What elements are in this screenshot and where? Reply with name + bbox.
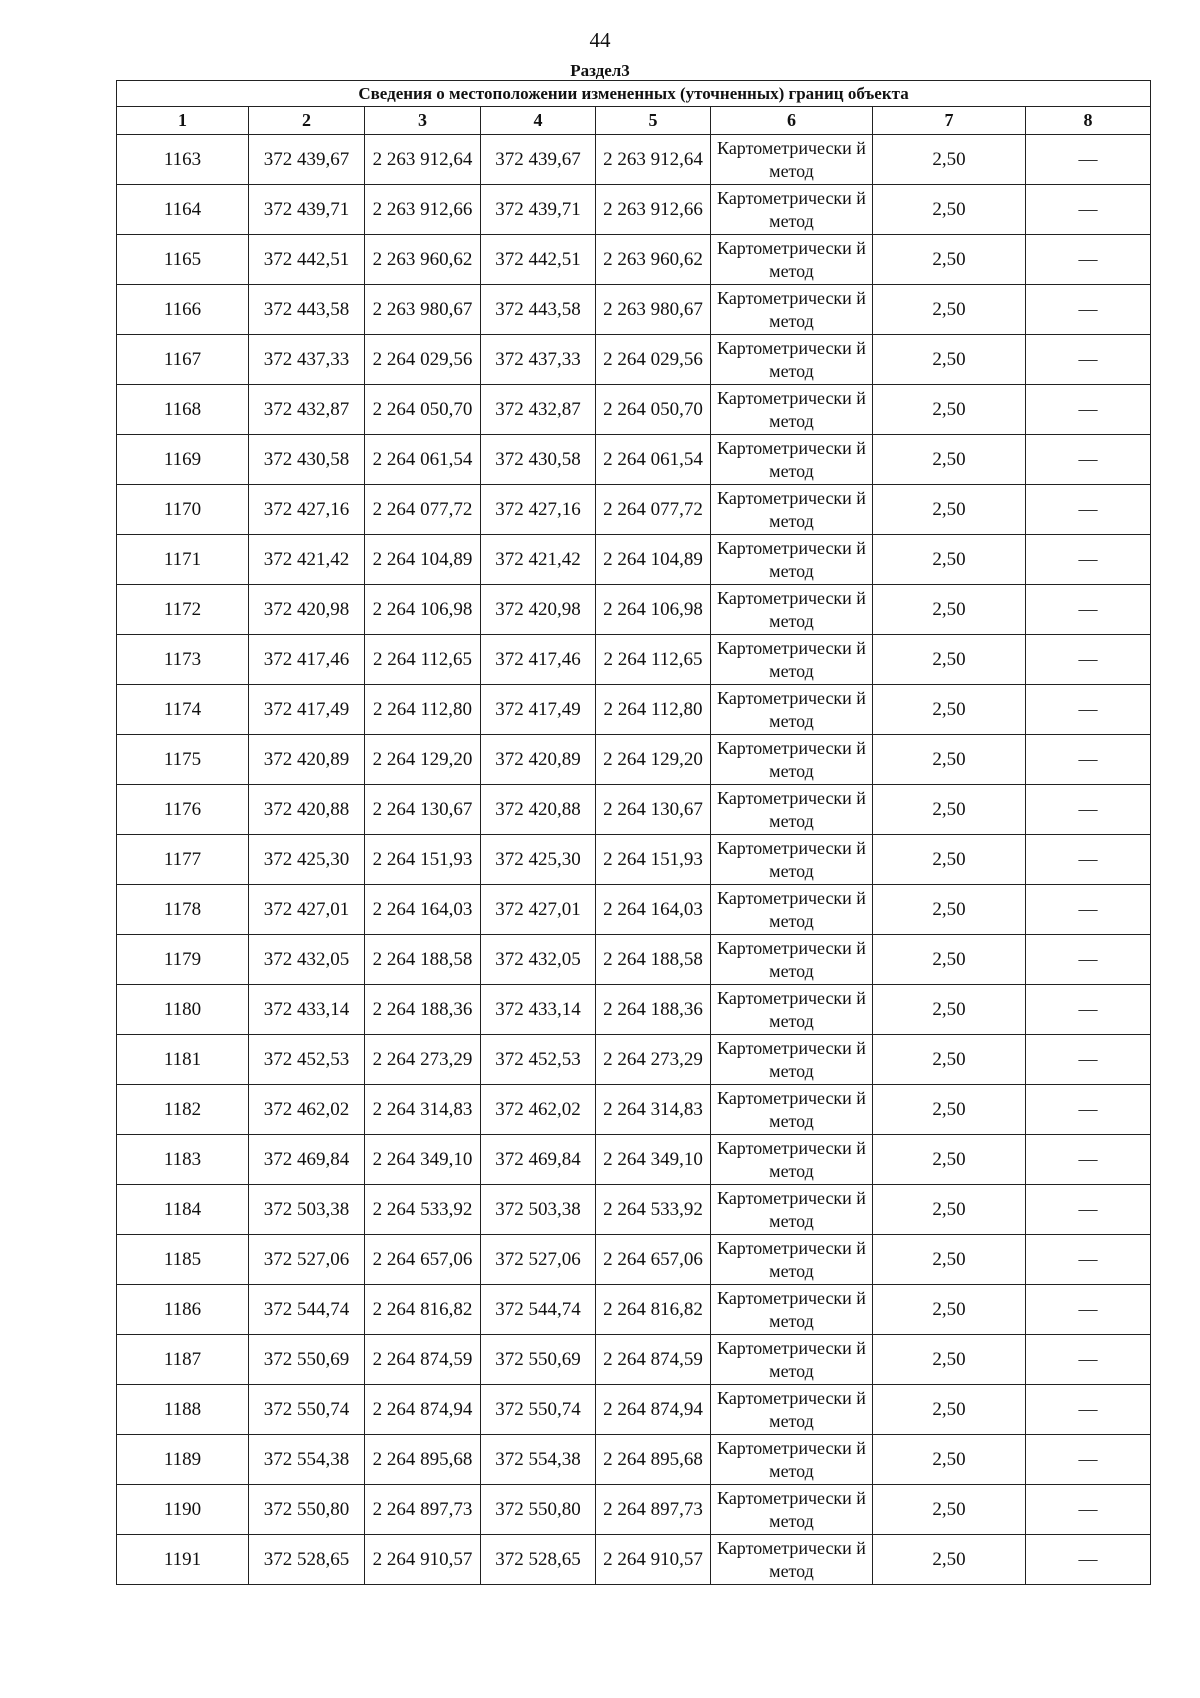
x-old-cell: 372 427,16 [249, 485, 365, 535]
method-cell: Картометрически й метод [711, 985, 873, 1035]
x-new-cell: 372 432,87 [481, 385, 596, 435]
x-new-cell: 372 452,53 [481, 1035, 596, 1085]
table-title-row [117, 81, 1151, 107]
description-cell: — [1026, 1185, 1151, 1235]
accuracy-cell: 2,50 [873, 1435, 1026, 1485]
table-row [117, 1235, 1151, 1285]
x-new-cell: 372 503,38 [481, 1185, 596, 1235]
description-cell: — [1026, 1235, 1151, 1285]
x-old-cell: 372 528,65 [249, 1535, 365, 1585]
x-new-cell: 372 437,33 [481, 335, 596, 385]
table-row [117, 1435, 1151, 1485]
y-new-cell: 2 264 188,36 [596, 985, 711, 1035]
x-old-cell: 372 432,05 [249, 935, 365, 985]
y-old-cell: 2 264 657,06 [365, 1235, 481, 1285]
x-new-cell: 372 442,51 [481, 235, 596, 285]
method-cell: Картометрически й метод [711, 1385, 873, 1435]
table-row [117, 1085, 1151, 1135]
y-old-cell: 2 264 897,73 [365, 1485, 481, 1535]
point-number-cell: 1173 [117, 635, 249, 685]
point-number-cell: 1172 [117, 585, 249, 635]
column-header: 3 [365, 107, 481, 135]
x-old-cell: 372 550,74 [249, 1385, 365, 1435]
accuracy-cell: 2,50 [873, 285, 1026, 335]
method-cell: Картометрически й метод [711, 1435, 873, 1485]
x-new-cell: 372 432,05 [481, 935, 596, 985]
x-old-cell: 372 439,67 [249, 135, 365, 185]
y-old-cell: 2 263 960,62 [365, 235, 481, 285]
description-cell: — [1026, 1535, 1151, 1585]
accuracy-cell: 2,50 [873, 635, 1026, 685]
method-cell: Картометрически й метод [711, 585, 873, 635]
y-new-cell: 2 264 106,98 [596, 585, 711, 635]
x-old-cell: 372 417,49 [249, 685, 365, 735]
x-new-cell: 372 554,38 [481, 1435, 596, 1485]
y-old-cell: 2 264 349,10 [365, 1135, 481, 1185]
x-new-cell: 372 528,65 [481, 1535, 596, 1585]
y-new-cell: 2 264 874,94 [596, 1385, 711, 1435]
method-cell: Картометрически й метод [711, 1535, 873, 1585]
y-old-cell: 2 264 164,03 [365, 885, 481, 935]
point-number-cell: 1175 [117, 735, 249, 785]
x-old-cell: 372 462,02 [249, 1085, 365, 1135]
description-cell: — [1026, 1385, 1151, 1435]
description-cell: — [1026, 1435, 1151, 1485]
accuracy-cell: 2,50 [873, 785, 1026, 835]
coordinates-table [116, 80, 1151, 1585]
y-old-cell: 2 263 912,66 [365, 185, 481, 235]
x-new-cell: 372 417,49 [481, 685, 596, 735]
point-number-cell: 1164 [117, 185, 249, 235]
x-old-cell: 372 427,01 [249, 885, 365, 935]
column-number-row [117, 107, 1151, 135]
x-old-cell: 372 430,58 [249, 435, 365, 485]
x-old-cell: 372 469,84 [249, 1135, 365, 1185]
x-old-cell: 372 420,98 [249, 585, 365, 635]
description-cell: — [1026, 485, 1151, 535]
point-number-cell: 1181 [117, 1035, 249, 1085]
x-old-cell: 372 554,38 [249, 1435, 365, 1485]
accuracy-cell: 2,50 [873, 535, 1026, 585]
y-new-cell: 2 264 050,70 [596, 385, 711, 435]
point-number-cell: 1179 [117, 935, 249, 985]
accuracy-cell: 2,50 [873, 835, 1026, 885]
point-number-cell: 1169 [117, 435, 249, 485]
x-old-cell: 372 442,51 [249, 235, 365, 285]
method-cell: Картометрически й метод [711, 385, 873, 435]
accuracy-cell: 2,50 [873, 435, 1026, 485]
x-old-cell: 372 443,58 [249, 285, 365, 335]
point-number-cell: 1183 [117, 1135, 249, 1185]
table-row [117, 835, 1151, 885]
x-new-cell: 372 439,71 [481, 185, 596, 235]
table-row [117, 635, 1151, 685]
method-cell: Картометрически й метод [711, 285, 873, 335]
table-row [117, 435, 1151, 485]
table-body [117, 135, 1151, 1585]
description-cell: — [1026, 585, 1151, 635]
y-old-cell: 2 264 104,89 [365, 535, 481, 585]
point-number-cell: 1170 [117, 485, 249, 535]
accuracy-cell: 2,50 [873, 1285, 1026, 1335]
x-old-cell: 372 544,74 [249, 1285, 365, 1335]
accuracy-cell: 2,50 [873, 1085, 1026, 1135]
y-new-cell: 2 263 912,66 [596, 185, 711, 235]
accuracy-cell: 2,50 [873, 1035, 1026, 1085]
table-row [117, 1135, 1151, 1185]
accuracy-cell: 2,50 [873, 1185, 1026, 1235]
x-old-cell: 372 420,89 [249, 735, 365, 785]
column-header: 2 [249, 107, 365, 135]
description-cell: — [1026, 735, 1151, 785]
y-old-cell: 2 263 980,67 [365, 285, 481, 335]
accuracy-cell: 2,50 [873, 1385, 1026, 1435]
x-old-cell: 372 421,42 [249, 535, 365, 585]
y-old-cell: 2 264 874,59 [365, 1335, 481, 1385]
y-new-cell: 2 264 816,82 [596, 1285, 711, 1335]
y-old-cell: 2 264 188,58 [365, 935, 481, 985]
accuracy-cell: 2,50 [873, 135, 1026, 185]
page-number: 44 [589, 28, 611, 52]
table-row [117, 735, 1151, 785]
y-new-cell: 2 264 029,56 [596, 335, 711, 385]
x-new-cell: 372 430,58 [481, 435, 596, 485]
method-cell: Картометрически й метод [711, 335, 873, 385]
point-number-cell: 1163 [117, 135, 249, 185]
description-cell: — [1026, 1485, 1151, 1535]
point-number-cell: 1191 [117, 1535, 249, 1585]
x-new-cell: 372 443,58 [481, 285, 596, 335]
table-row [117, 1185, 1151, 1235]
table-row [117, 1385, 1151, 1435]
x-old-cell: 372 420,88 [249, 785, 365, 835]
description-cell: — [1026, 885, 1151, 935]
method-cell: Картометрически й метод [711, 1185, 873, 1235]
y-old-cell: 2 264 151,93 [365, 835, 481, 885]
table-row [117, 235, 1151, 285]
description-cell: — [1026, 385, 1151, 435]
method-cell: Картометрически й метод [711, 1235, 873, 1285]
point-number-cell: 1167 [117, 335, 249, 385]
x-new-cell: 372 433,14 [481, 985, 596, 1035]
x-new-cell: 372 425,30 [481, 835, 596, 885]
column-header: 5 [596, 107, 711, 135]
y-new-cell: 2 264 164,03 [596, 885, 711, 935]
x-new-cell: 372 439,67 [481, 135, 596, 185]
table-row [117, 785, 1151, 835]
y-old-cell: 2 264 050,70 [365, 385, 481, 435]
column-header: 7 [873, 107, 1026, 135]
description-cell: — [1026, 285, 1151, 335]
table-row [117, 685, 1151, 735]
y-old-cell: 2 264 816,82 [365, 1285, 481, 1335]
point-number-cell: 1184 [117, 1185, 249, 1235]
method-cell: Картометрически й метод [711, 735, 873, 785]
table-row [117, 1285, 1151, 1335]
method-cell: Картометрически й метод [711, 835, 873, 885]
point-number-cell: 1186 [117, 1285, 249, 1335]
method-cell: Картометрически й метод [711, 535, 873, 585]
accuracy-cell: 2,50 [873, 235, 1026, 285]
accuracy-cell: 2,50 [873, 685, 1026, 735]
table-row [117, 1335, 1151, 1385]
accuracy-cell: 2,50 [873, 185, 1026, 235]
accuracy-cell: 2,50 [873, 1135, 1026, 1185]
method-cell: Картометрически й метод [711, 935, 873, 985]
table-row [117, 185, 1151, 235]
x-new-cell: 372 420,88 [481, 785, 596, 835]
x-new-cell: 372 420,98 [481, 585, 596, 635]
point-number-cell: 1165 [117, 235, 249, 285]
method-cell: Картометрически й метод [711, 885, 873, 935]
table-title: Сведения о местоположении измененных (уточненных) границ объекта [117, 81, 1151, 107]
point-number-cell: 1189 [117, 1435, 249, 1485]
y-old-cell: 2 263 912,64 [365, 135, 481, 185]
table-row [117, 1035, 1151, 1085]
y-new-cell: 2 264 112,65 [596, 635, 711, 685]
description-cell: — [1026, 1285, 1151, 1335]
accuracy-cell: 2,50 [873, 1235, 1026, 1285]
y-new-cell: 2 263 960,62 [596, 235, 711, 285]
y-new-cell: 2 264 657,06 [596, 1235, 711, 1285]
method-cell: Картометрически й метод [711, 685, 873, 735]
point-number-cell: 1176 [117, 785, 249, 835]
x-new-cell: 372 462,02 [481, 1085, 596, 1135]
description-cell: — [1026, 435, 1151, 485]
y-old-cell: 2 264 188,36 [365, 985, 481, 1035]
y-new-cell: 2 264 130,67 [596, 785, 711, 835]
table-row [117, 135, 1151, 185]
description-cell: — [1026, 685, 1151, 735]
y-old-cell: 2 264 273,29 [365, 1035, 481, 1085]
y-old-cell: 2 264 112,65 [365, 635, 481, 685]
x-new-cell: 372 469,84 [481, 1135, 596, 1185]
description-cell: — [1026, 135, 1151, 185]
description-cell: — [1026, 635, 1151, 685]
y-old-cell: 2 264 874,94 [365, 1385, 481, 1435]
table-row [117, 535, 1151, 585]
table-row [117, 1535, 1151, 1585]
x-new-cell: 372 550,69 [481, 1335, 596, 1385]
x-new-cell: 372 550,74 [481, 1385, 596, 1435]
x-new-cell: 372 550,80 [481, 1485, 596, 1535]
y-new-cell: 2 264 188,58 [596, 935, 711, 985]
point-number-cell: 1177 [117, 835, 249, 885]
x-old-cell: 372 503,38 [249, 1185, 365, 1235]
method-cell: Картометрически й метод [711, 1485, 873, 1535]
method-cell: Картометрически й метод [711, 1085, 873, 1135]
x-old-cell: 372 452,53 [249, 1035, 365, 1085]
section-label: Раздел3 [570, 61, 630, 80]
y-old-cell: 2 264 533,92 [365, 1185, 481, 1235]
method-cell: Картометрически й метод [711, 785, 873, 835]
table-row [117, 985, 1151, 1035]
y-old-cell: 2 264 895,68 [365, 1435, 481, 1485]
point-number-cell: 1182 [117, 1085, 249, 1135]
method-cell: Картометрически й метод [711, 485, 873, 535]
description-cell: — [1026, 935, 1151, 985]
method-cell: Картометрически й метод [711, 1335, 873, 1385]
method-cell: Картометрически й метод [711, 1135, 873, 1185]
y-old-cell: 2 264 314,83 [365, 1085, 481, 1135]
y-old-cell: 2 264 077,72 [365, 485, 481, 535]
point-number-cell: 1190 [117, 1485, 249, 1535]
y-old-cell: 2 264 061,54 [365, 435, 481, 485]
description-cell: — [1026, 235, 1151, 285]
y-new-cell: 2 264 874,59 [596, 1335, 711, 1385]
y-new-cell: 2 263 912,64 [596, 135, 711, 185]
x-new-cell: 372 427,16 [481, 485, 596, 535]
x-old-cell: 372 527,06 [249, 1235, 365, 1285]
method-cell: Картометрически й метод [711, 635, 873, 685]
x-new-cell: 372 544,74 [481, 1285, 596, 1335]
x-old-cell: 372 433,14 [249, 985, 365, 1035]
point-number-cell: 1168 [117, 385, 249, 435]
accuracy-cell: 2,50 [873, 735, 1026, 785]
point-number-cell: 1187 [117, 1335, 249, 1385]
description-cell: — [1026, 535, 1151, 585]
y-new-cell: 2 264 129,20 [596, 735, 711, 785]
point-number-cell: 1166 [117, 285, 249, 335]
y-old-cell: 2 264 910,57 [365, 1535, 481, 1585]
y-old-cell: 2 264 130,67 [365, 785, 481, 835]
method-cell: Картометрически й метод [711, 185, 873, 235]
y-new-cell: 2 264 104,89 [596, 535, 711, 585]
description-cell: — [1026, 835, 1151, 885]
point-number-cell: 1185 [117, 1235, 249, 1285]
table-row [117, 485, 1151, 535]
accuracy-cell: 2,50 [873, 485, 1026, 535]
x-old-cell: 372 432,87 [249, 385, 365, 435]
point-number-cell: 1188 [117, 1385, 249, 1435]
x-old-cell: 372 550,80 [249, 1485, 365, 1535]
accuracy-cell: 2,50 [873, 585, 1026, 635]
accuracy-cell: 2,50 [873, 885, 1026, 935]
column-header: 8 [1026, 107, 1151, 135]
accuracy-cell: 2,50 [873, 985, 1026, 1035]
x-old-cell: 372 417,46 [249, 635, 365, 685]
y-old-cell: 2 264 129,20 [365, 735, 481, 785]
x-old-cell: 372 439,71 [249, 185, 365, 235]
method-cell: Картометрически й метод [711, 1285, 873, 1335]
y-new-cell: 2 264 151,93 [596, 835, 711, 885]
table-row [117, 885, 1151, 935]
y-old-cell: 2 264 106,98 [365, 585, 481, 635]
description-cell: — [1026, 1135, 1151, 1185]
y-new-cell: 2 264 314,83 [596, 1085, 711, 1135]
accuracy-cell: 2,50 [873, 1485, 1026, 1535]
accuracy-cell: 2,50 [873, 335, 1026, 385]
method-cell: Картометрически й метод [711, 235, 873, 285]
y-new-cell: 2 264 061,54 [596, 435, 711, 485]
y-old-cell: 2 264 029,56 [365, 335, 481, 385]
column-header: 4 [481, 107, 596, 135]
x-new-cell: 372 427,01 [481, 885, 596, 935]
description-cell: — [1026, 335, 1151, 385]
y-old-cell: 2 264 112,80 [365, 685, 481, 735]
x-new-cell: 372 527,06 [481, 1235, 596, 1285]
point-number-cell: 1178 [117, 885, 249, 935]
accuracy-cell: 2,50 [873, 385, 1026, 435]
column-header: 6 [711, 107, 873, 135]
description-cell: — [1026, 185, 1151, 235]
x-old-cell: 372 550,69 [249, 1335, 365, 1385]
y-new-cell: 2 264 533,92 [596, 1185, 711, 1235]
y-new-cell: 2 263 980,67 [596, 285, 711, 335]
description-cell: — [1026, 1335, 1151, 1385]
point-number-cell: 1174 [117, 685, 249, 735]
x-new-cell: 372 417,46 [481, 635, 596, 685]
description-cell: — [1026, 1035, 1151, 1085]
table-row [117, 585, 1151, 635]
x-old-cell: 372 425,30 [249, 835, 365, 885]
table-row [117, 935, 1151, 985]
x-old-cell: 372 437,33 [249, 335, 365, 385]
table-row [117, 335, 1151, 385]
column-header: 1 [117, 107, 249, 135]
description-cell: — [1026, 985, 1151, 1035]
y-new-cell: 2 264 349,10 [596, 1135, 711, 1185]
description-cell: — [1026, 785, 1151, 835]
method-cell: Картометрически й метод [711, 1035, 873, 1085]
point-number-cell: 1171 [117, 535, 249, 585]
point-number-cell: 1180 [117, 985, 249, 1035]
accuracy-cell: 2,50 [873, 1335, 1026, 1385]
accuracy-cell: 2,50 [873, 1535, 1026, 1585]
y-new-cell: 2 264 077,72 [596, 485, 711, 535]
y-new-cell: 2 264 895,68 [596, 1435, 711, 1485]
method-cell: Картометрически й метод [711, 135, 873, 185]
y-new-cell: 2 264 910,57 [596, 1535, 711, 1585]
y-new-cell: 2 264 273,29 [596, 1035, 711, 1085]
description-cell: — [1026, 1085, 1151, 1135]
x-new-cell: 372 421,42 [481, 535, 596, 585]
table-row [117, 385, 1151, 435]
y-new-cell: 2 264 112,80 [596, 685, 711, 735]
method-cell: Картометрически й метод [711, 435, 873, 485]
x-new-cell: 372 420,89 [481, 735, 596, 785]
accuracy-cell: 2,50 [873, 935, 1026, 985]
y-new-cell: 2 264 897,73 [596, 1485, 711, 1535]
table-row [117, 285, 1151, 335]
table-row [117, 1485, 1151, 1535]
